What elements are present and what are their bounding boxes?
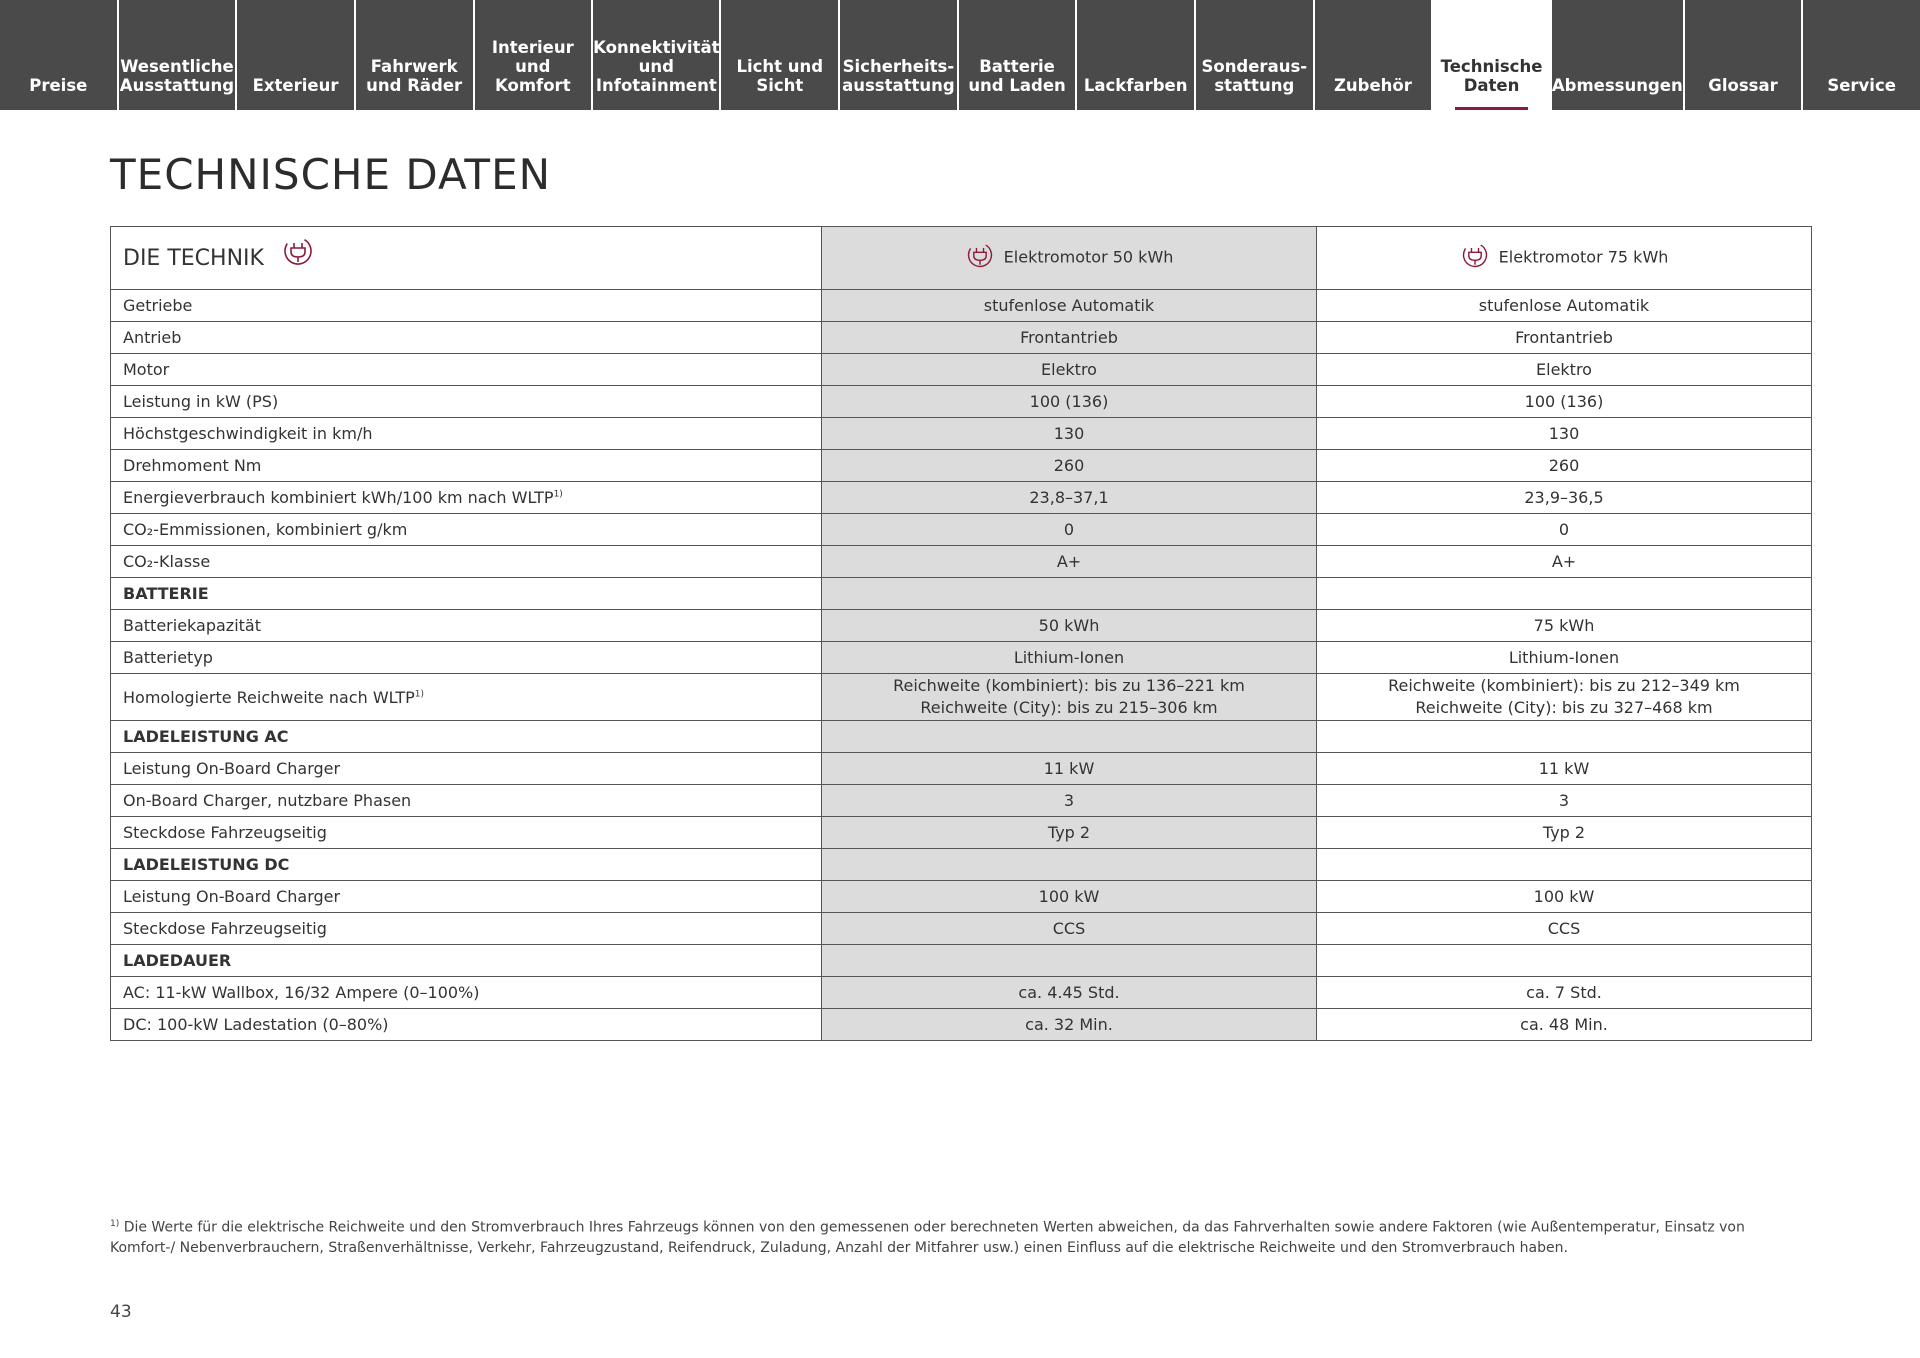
nav-tab[interactable]: Lackfarben xyxy=(1077,0,1194,110)
row-label: LADEDAUER xyxy=(123,951,232,970)
value-75kwh xyxy=(1317,721,1812,753)
value-75kwh xyxy=(1317,945,1812,977)
table-row xyxy=(111,450,1812,482)
footnote-text: Die Werte für die elektrische Reichweite und den Stromverbrauch Ihres Fahrzeugs können von den gemessenen oder berechneten Werten abweichen, da das Fahrverhalten sowie andere Faktoren (wie Außentemperatur, Einsatz von Komfort-/ Nebenverbrauchern, Straßenverhältnisse, Verkehr, Fahrzeugzustand, Reifendruck, Zuladung, Anzahl der Mitfahrer usw.) einen Einfluss auf die elektrische Reichweite und den Stromverbrauch haben. xyxy=(110,1219,1745,1256)
value-50kwh: 11 kW xyxy=(822,753,1317,785)
page-title: TECHNISCHE DATEN xyxy=(110,150,552,199)
plug-icon xyxy=(965,240,995,270)
nav-tab[interactable]: Glossar xyxy=(1685,0,1802,110)
table-row xyxy=(111,642,1812,674)
table-row xyxy=(111,913,1812,945)
footnote-marker: 1) xyxy=(414,689,425,700)
value-50kwh: ca. 32 Min. xyxy=(822,1009,1317,1041)
row-label-cell xyxy=(111,1009,822,1041)
value-75kwh: 23,9–36,5 xyxy=(1317,482,1812,514)
row-label-cell xyxy=(111,721,822,753)
nav-tab[interactable]: Interieur und Komfort xyxy=(475,0,592,110)
value-50kwh: Frontantrieb xyxy=(822,322,1317,354)
value-75kwh: Lithium-Ionen xyxy=(1317,642,1812,674)
value-50kwh xyxy=(822,578,1317,610)
plug-icon xyxy=(281,234,315,268)
nav-tab[interactable]: Service xyxy=(1803,0,1920,110)
row-label: LADELEISTUNG DC xyxy=(123,855,290,874)
value-50kwh xyxy=(822,721,1317,753)
nav-tab[interactable]: Fahrwerk und Räder xyxy=(356,0,473,110)
value-50kwh xyxy=(822,849,1317,881)
table-row xyxy=(111,977,1812,1009)
nav-tab[interactable]: Konnektivität und Infotainment xyxy=(593,0,719,110)
row-label-cell xyxy=(111,881,822,913)
table-row xyxy=(111,354,1812,386)
nav-tab[interactable]: Technische Daten xyxy=(1433,0,1550,110)
value-75kwh: 75 kWh xyxy=(1317,610,1812,642)
row-label-cell xyxy=(111,785,822,817)
value-75kwh: 0 xyxy=(1317,514,1812,546)
column-header-label: Elektromotor 50 kWh xyxy=(1003,247,1174,267)
row-label: DC: 100-kW Ladestation (0–80%) xyxy=(123,1015,389,1034)
nav-tab[interactable]: Wesentliche Ausstattung xyxy=(119,0,236,110)
row-label-cell xyxy=(111,354,822,386)
value-75kwh: 100 (136) xyxy=(1317,386,1812,418)
value-50kwh: Typ 2 xyxy=(822,817,1317,849)
row-label: Steckdose Fahrzeugseitig xyxy=(123,919,327,938)
page-number: 43 xyxy=(110,1302,132,1322)
footnote xyxy=(110,1214,1810,1258)
table-row xyxy=(111,753,1812,785)
row-label-cell xyxy=(111,386,822,418)
table-row xyxy=(111,610,1812,642)
row-label: AC: 11-kW Wallbox, 16/32 Ampere (0–100%) xyxy=(123,983,480,1002)
row-label-cell xyxy=(111,546,822,578)
nav-tab[interactable]: Sonderaus- stattung xyxy=(1196,0,1313,110)
row-label: BATTERIE xyxy=(123,584,209,603)
table-row xyxy=(111,546,1812,578)
row-label: Höchstgeschwindigkeit in km/h xyxy=(123,424,373,443)
section-header-row xyxy=(111,945,1812,977)
value-75kwh: 11 kW xyxy=(1317,753,1812,785)
row-label-cell xyxy=(111,849,822,881)
row-label: Motor xyxy=(123,360,170,379)
row-label: Homologierte Reichweite nach WLTP xyxy=(123,687,415,707)
plug-icon xyxy=(1460,240,1490,270)
row-label: Energieverbrauch kombiniert kWh/100 km nach WLTP xyxy=(123,488,554,507)
value-75kwh: ca. 7 Std. xyxy=(1317,977,1812,1009)
header-section-cell xyxy=(111,227,822,290)
value-50kwh: ca. 4.45 Std. xyxy=(822,977,1317,1009)
top-navigation xyxy=(0,0,1920,110)
section-header-row xyxy=(111,578,1812,610)
nav-tab[interactable]: Preise xyxy=(0,0,117,110)
value-75kwh: Elektro xyxy=(1317,354,1812,386)
value-50kwh: 3 xyxy=(822,785,1317,817)
value-75kwh: 260 xyxy=(1317,450,1812,482)
value-75kwh: stufenlose Automatik xyxy=(1317,290,1812,322)
value-50kwh: Reichweite (kombiniert): bis zu 136–221 km Reichweite (City): bis zu 215–306 km xyxy=(822,674,1317,721)
table-row xyxy=(111,418,1812,450)
value-50kwh: 0 xyxy=(822,514,1317,546)
table-row xyxy=(111,482,1812,514)
row-label-cell xyxy=(111,322,822,354)
row-label-cell xyxy=(111,945,822,977)
row-label-cell xyxy=(111,817,822,849)
column-header-75kwh xyxy=(1317,227,1812,290)
value-50kwh: 100 (136) xyxy=(822,386,1317,418)
technical-data-table xyxy=(110,226,1812,1041)
row-label: On-Board Charger, nutzbare Phasen xyxy=(123,791,412,810)
column-header-label: Elektromotor 75 kWh xyxy=(1498,247,1669,267)
row-label-cell xyxy=(111,642,822,674)
section-header-row xyxy=(111,849,1812,881)
table-row xyxy=(111,881,1812,913)
column-header-50kwh xyxy=(822,227,1317,290)
value-75kwh: Frontantrieb xyxy=(1317,322,1812,354)
row-label: Leistung On-Board Charger xyxy=(123,759,341,778)
value-50kwh: 50 kWh xyxy=(822,610,1317,642)
row-label-cell xyxy=(111,674,822,721)
row-label-cell xyxy=(111,290,822,322)
nav-tab[interactable]: Exterieur xyxy=(237,0,354,110)
value-75kwh: A+ xyxy=(1317,546,1812,578)
table-row xyxy=(111,290,1812,322)
nav-tab[interactable]: Sicherheits- ausstattung xyxy=(840,0,957,110)
footnote-marker: 1) xyxy=(110,1219,120,1229)
row-label: Batterietyp xyxy=(123,648,213,667)
value-75kwh: 3 xyxy=(1317,785,1812,817)
value-50kwh xyxy=(822,945,1317,977)
footnote-marker: 1) xyxy=(553,489,563,500)
row-label: Steckdose Fahrzeugseitig xyxy=(123,823,327,842)
row-label: Leistung On-Board Charger xyxy=(123,887,341,906)
value-75kwh: ca. 48 Min. xyxy=(1317,1009,1812,1041)
table-row xyxy=(111,322,1812,354)
row-label-cell xyxy=(111,913,822,945)
row-label: Antrieb xyxy=(123,328,182,347)
row-label: Getriebe xyxy=(123,296,193,315)
value-75kwh: Typ 2 xyxy=(1317,817,1812,849)
value-75kwh xyxy=(1317,849,1812,881)
value-50kwh: Lithium-Ionen xyxy=(822,642,1317,674)
table-row xyxy=(111,674,1812,721)
table-row xyxy=(111,386,1812,418)
nav-tab[interactable]: Licht und Sicht xyxy=(721,0,838,110)
table-row xyxy=(111,1009,1812,1041)
value-75kwh: 100 kW xyxy=(1317,881,1812,913)
row-label-cell xyxy=(111,418,822,450)
nav-tab[interactable]: Batterie und Laden xyxy=(959,0,1076,110)
value-50kwh: A+ xyxy=(822,546,1317,578)
nav-tab[interactable]: Abmessungen xyxy=(1552,0,1683,110)
value-50kwh: 260 xyxy=(822,450,1317,482)
section-header-row xyxy=(111,721,1812,753)
table-header-row xyxy=(111,227,1812,290)
value-75kwh xyxy=(1317,578,1812,610)
row-label: LADELEISTUNG AC xyxy=(123,727,289,746)
row-label-cell xyxy=(111,753,822,785)
nav-tab[interactable]: Zubehör xyxy=(1315,0,1432,110)
value-50kwh: 130 xyxy=(822,418,1317,450)
value-75kwh: CCS xyxy=(1317,913,1812,945)
row-label-cell xyxy=(111,450,822,482)
row-label: CO₂-Emmissionen, kombiniert g/km xyxy=(123,520,408,539)
row-label-cell xyxy=(111,977,822,1009)
row-label: Batteriekapazität xyxy=(123,616,261,635)
value-75kwh: 130 xyxy=(1317,418,1812,450)
table-row xyxy=(111,514,1812,546)
value-50kwh: Elektro xyxy=(822,354,1317,386)
row-label-cell xyxy=(111,514,822,546)
table-row xyxy=(111,785,1812,817)
row-label-cell xyxy=(111,610,822,642)
value-75kwh: Reichweite (kombiniert): bis zu 212–349 km Reichweite (City): bis zu 327–468 km xyxy=(1317,674,1812,721)
section-label: DIE TECHNIK xyxy=(123,245,264,271)
row-label-cell xyxy=(111,578,822,610)
row-label: Drehmoment Nm xyxy=(123,456,262,475)
row-label: Leistung in kW (PS) xyxy=(123,392,279,411)
value-50kwh: CCS xyxy=(822,913,1317,945)
value-50kwh: 23,8–37,1 xyxy=(822,482,1317,514)
value-50kwh: 100 kW xyxy=(822,881,1317,913)
value-50kwh: stufenlose Automatik xyxy=(822,290,1317,322)
row-label: CO₂-Klasse xyxy=(123,552,211,571)
row-label-cell xyxy=(111,482,822,514)
table-row xyxy=(111,817,1812,849)
